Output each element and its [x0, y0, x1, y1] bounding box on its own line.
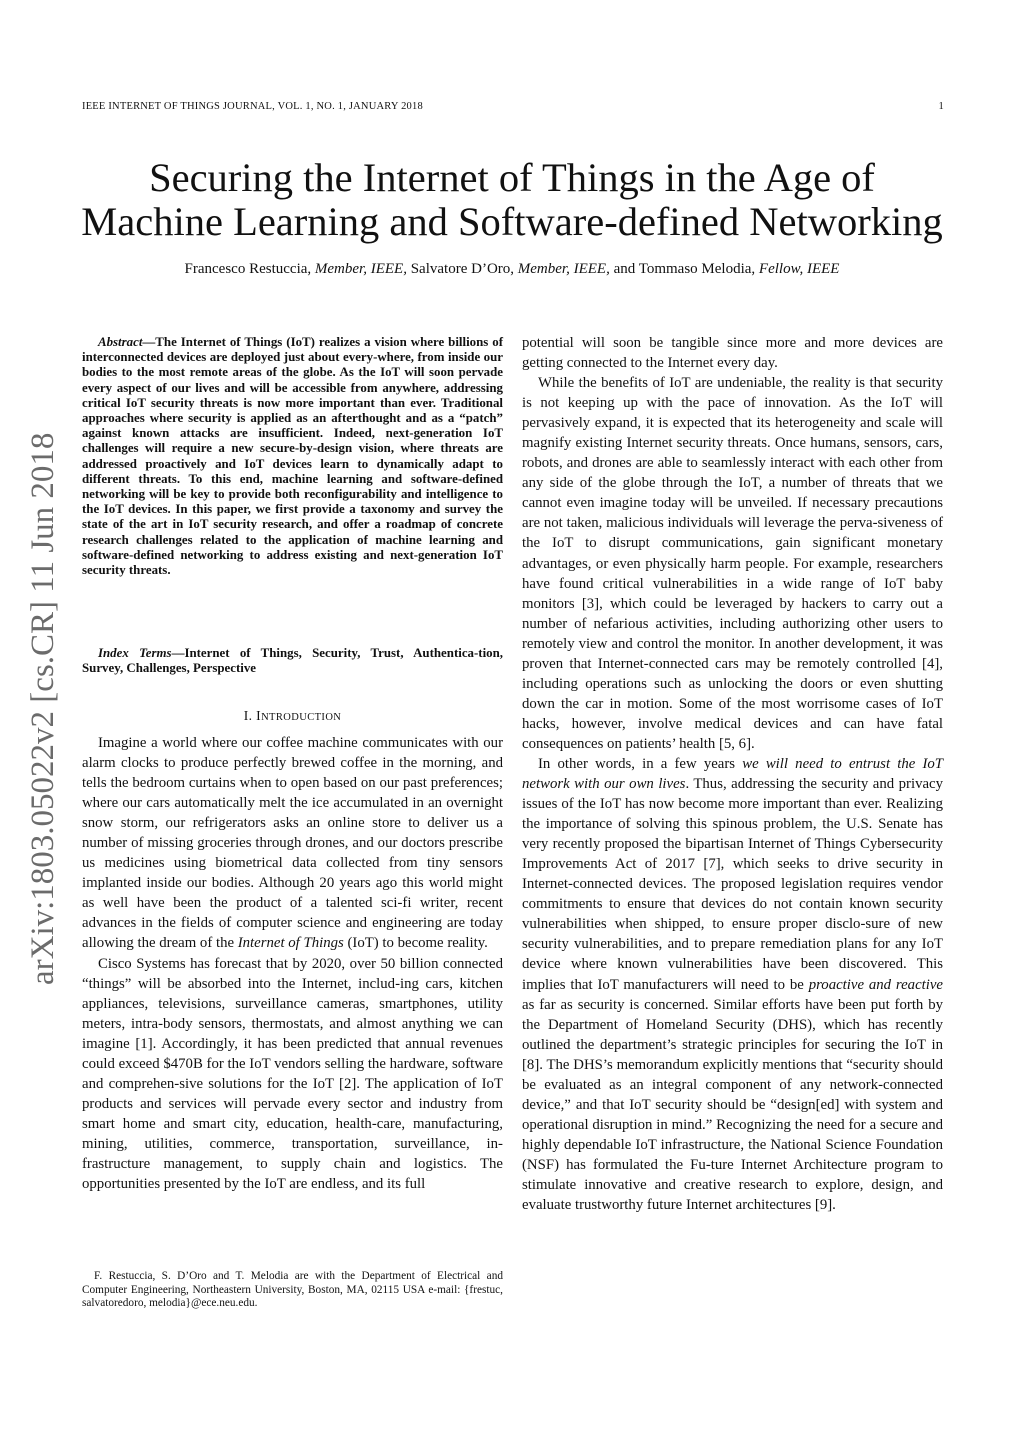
author-1: Francesco Restuccia, [184, 261, 312, 277]
author-3-role: Fellow, IEEE [758, 261, 840, 277]
author-2-role: Member, IEEE, [517, 261, 610, 277]
journal-name: IEEE INTERNET OF THINGS JOURNAL, VOL. 1, NO. 1, JANUARY 2018 [82, 101, 423, 112]
paragraph: Cisco Systems has forecast that by 2020, over 50 billion connected “things” will be absorbed into the Internet, includ-ing cars, kitchen appliances, televisions, surveillance cameras, smartphones, utility meters, intra-body sensors, thermostats, and almost anything we can imagine [1]. Accordingly, it has been predicted that annual revenues could exceed $470B for the IoT vendors selling the hardware, software and comprehen-sive solutions for the IoT [2]. The application of IoT products and services will pervade every sector and industry from smart home and smart city, education, health-care, manufacturing, mining, utilities, commerce, transportation, surveillance, in-frastructure management, to supply chain and logistics. The opportunities presented by the IoT are endless, and its full [82, 955, 503, 1193]
emphasis-text: we will need to entrust the IoT network with our own lives [522, 755, 944, 793]
paragraph-text: Imagine a world where our coffee machine communicates with our alarm clocks to produce perfectly brewed coffee in the morning, and tells the bedroom curtains when to open based on our past preferences; where our cars automatically melt the ice accumulated in an overnight snow storm, our refrigerators asks an online store to deliver us a number of missing groceries through drones, and our doctors prescribe us medicines using biometrical data collected from tiny sensors implanted inside our bodies. Although 20 years ago this world might as well have been the product of a talented sci-fi writer, recent advances in the fields of computer science and engineering are today allowing the dream of the [82, 735, 503, 952]
paragraph-text: (IoT) to become reality. [343, 935, 488, 952]
author-3: and Tommaso Melodia, [613, 261, 756, 277]
title-line-2: Machine Learning and Software-defined Networking [81, 199, 943, 244]
right-column-body [522, 333, 943, 1215]
abstract [82, 335, 503, 578]
section-numeral: I. [243, 708, 257, 723]
index-terms-label: Index Terms [98, 646, 172, 660]
paragraph-text: . Thus, addressing the security and privacy issues of the IoT has now become more important than ever. Realizing the importance of solving this spinous problem, the U.S. Senate has very recently proposed the bipartisan Internet of Things Cybersecurity Improvements Act of 2017 [7], which seeks to drive security in Internet-connected devices. The proposed legislation requires vendor commitments to ensure that devices do not contain known security vulnerabilities when shipped, to ensure proper disclo-sure of new security vulnerabilities, and to prepare remediation plans for any IoT device where known vulnerabilities have been discovered. This implies that IoT manufacturers will need to be [522, 776, 943, 993]
author-2: Salvatore D’Oro, [410, 261, 515, 277]
section-initial: I [256, 708, 262, 723]
running-header [82, 101, 944, 112]
emphasis-text: proactive and reactive [808, 976, 944, 993]
index-terms-text: —Internet of Things, Security, Trust, Authentica-tion, Survey, Challenges, Perspective [82, 646, 503, 676]
abstract-text: —The Internet of Things (IoT) realizes a vision where billions of interconnected devices are deployed just about every-where, from inside our bodies to the most remote areas of the globe. As the IoT will soon pervade every aspect of our lives and will be accessible from anywhere, addressing critical IoT security threats is now more important than ever. Traditional approaches where security is applied as an afterthought and as a “patch” against known attacks are insufficient. Indeed, next-generation IoT challenges will require a new secure-by-design vision, where threats are addressed proactively and IoT devices learn to dynamically adapt to different threats. To this end, machine learning and software-defined networking will be key to provide both reconfigurability and intelligence to the IoT devices. In this paper, we first provide a taxonomy and survey the state of the art in IoT security research, and offer a roadmap of concrete research challenges related to the application of machine learning and software-defined networking to address existing and next-generation IoT security threats. [82, 335, 503, 578]
paragraph-text: In other words, in a few years [538, 755, 743, 772]
author-list [0, 261, 1024, 278]
section-title-rest: NTRODUCTION [261, 712, 342, 723]
paragraph: While the benefits of IoT are undeniable, the reality is that security is not keeping up with the pace of innovation. As the IoT will pervasively expand, it is expected that its heterogeneity and scale will magnify existing Internet security threats. Once humans, sensors, cars, robots, and drones are able to seamlessly interact with each other from any side of the globe through the IoT, a number of threats that we cannot even imagine today will be unveiled. If necessary precautions are not taken, malicious individuals will leverage the perva-siveness of the IoT to disrupt communications, gain significant monetary advantages, or even physically harm people. For example, researchers have found critical vulnerabilities in a wide range of IoT baby monitors [3], which could be leveraged by hackers to carry out a number of nefarious activities, including authorizing other users to remotely view and control the monitor. In another development, it was proven that Internet-connected cars may be remotely controlled [4], including operations such as unlocking the doors or even shutting down the car in motion. Some of the most worrisome cases of IoT hacks, however, involve medical devices and can have fatal consequences on patients’ health [5, 6]. [522, 375, 943, 752]
paragraph: potential will soon be tangible since more and more devices are getting connected to the Internet every day. [522, 335, 943, 372]
page-number: 1 [938, 101, 944, 112]
emphasis-text: Internet of Things [237, 935, 344, 952]
paper-title [0, 156, 1024, 244]
left-column-body [82, 733, 503, 1194]
affiliation-footnote [82, 1270, 503, 1311]
abstract-label: Abstract [98, 335, 143, 349]
section-heading-introduction [82, 708, 503, 724]
author-1-role: Member, IEEE, [314, 261, 407, 277]
index-terms [82, 646, 503, 676]
title-line-1: Securing the Internet of Things in the Age of [149, 155, 875, 200]
footnote-text: F. Restuccia, S. D’Oro and T. Melodia are with the Department of Electrical and Computer Engineering, Northeastern University, Boston, MA, 02115 USA e-mail: {frestuc, salvatoredoro, melodia}@ece.neu.edu. [82, 1270, 503, 1309]
paragraph-text: as far as security is concerned. Similar efforts have been put forth by the Department of Homeland Security (DHS), which has recently outlined the department’s strategic principles for securing the IoT in [8]. The DHS’s memorandum explicitly mentions that “security should be evaluated as an integral component of any network-connected device,” and that IoT security should be “design[ed] with system and operational disruption in mind.” Recognizing the need for a secure and highly dependable IoT infrastructure, the National Science Foundation (NSF) has formulated the Fu-ture Internet Architecture program to stimulate innovative and creative research to explore, design, and evaluate trustworthy future Internet architectures [9]. [522, 996, 943, 1214]
arxiv-watermark: arXiv:1803.05022v2 [cs.CR] 11 Jun 2018 [25, 432, 61, 985]
paragraph [82, 733, 503, 954]
paragraph [522, 754, 943, 1215]
